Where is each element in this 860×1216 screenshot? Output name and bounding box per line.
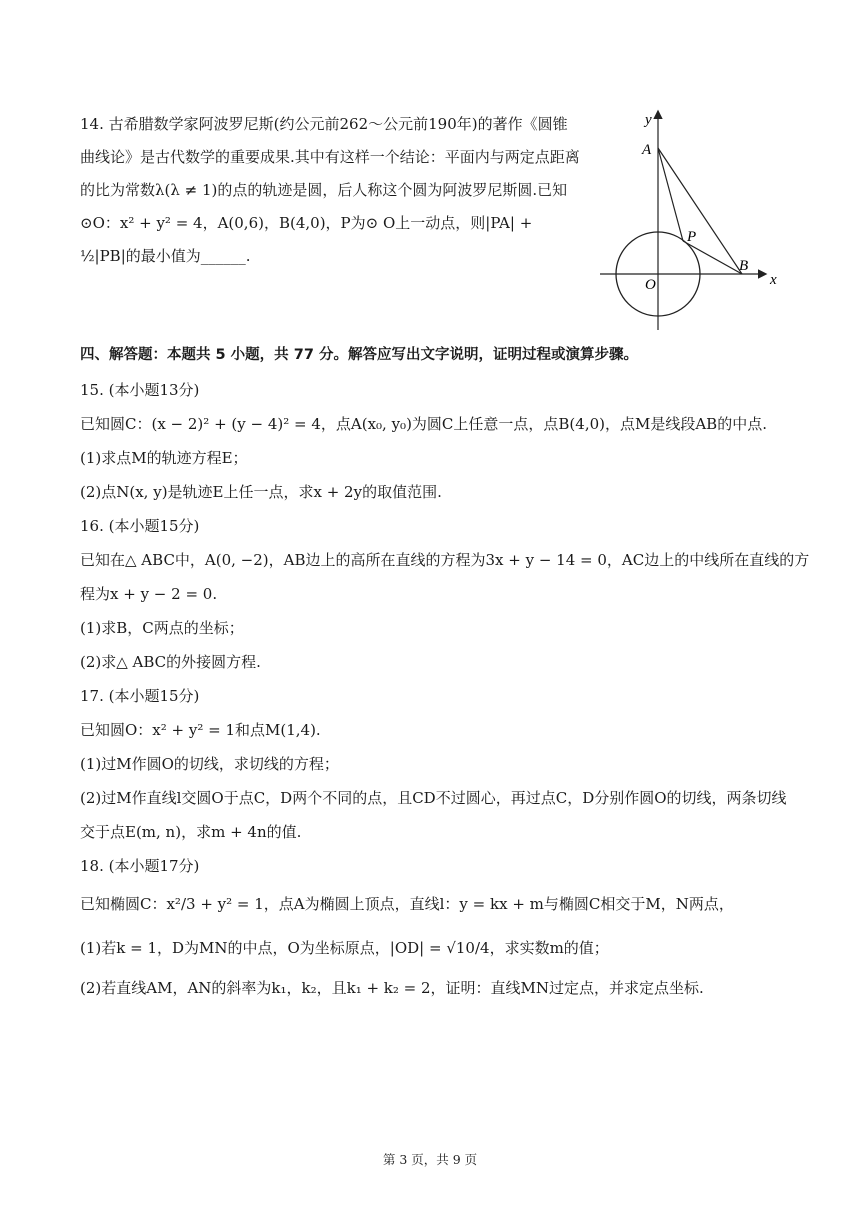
- q15-part2: (2)点N(x, y)是轨迹E上任一点，求x + 2y的取值范围.: [80, 483, 442, 501]
- point-a-label: A: [642, 142, 652, 158]
- point-b-label: B: [739, 258, 749, 274]
- x-axis-label: x: [770, 272, 777, 288]
- q17-title: 17. (本小题15分): [80, 687, 200, 705]
- q16-title: 16. (本小题15分): [80, 517, 200, 535]
- point-o-label: O: [645, 277, 656, 293]
- q16-part2: (2)求△ ABC的外接圆方程.: [80, 653, 261, 671]
- page-footer: 第 3 页，共 9 页: [382, 1152, 478, 1167]
- segment-pa: [658, 148, 683, 241]
- q17-part2-line1: (2)过M作直线l交圆O于点C，D两个不同的点，且CD不过圆心，再过点C，D分别作圆O的切线，两条切线: [80, 789, 787, 807]
- question-14: 14. 古希腊数学家阿波罗尼斯(约公元前262～公元前190年)的著作《圆锥曲线论》是古代数学的重要成果.其中有这样一个结论：平面内与两定点距离的比为常数λ(λ ≠ 1)的点的轨迹是圆，后人称这个圆为阿波罗尼斯圆.已知⊙O：x² + y² = 4，A(0,6)，B(4,0)，P为⊙ O上一动点，则|PA| + ½|PB|的最小值为______.: [80, 115, 580, 265]
- y-axis-label: y: [645, 112, 652, 128]
- q17-stem: 已知圆O：x² + y² = 1和点M(1,4).: [80, 721, 321, 739]
- q16-stem-line2: 程为x + y − 2 = 0.: [80, 585, 218, 603]
- q18-part1: (1)若k = 1，D为MN的中点，O为坐标原点，|OD| = √10/4，求实数m的值；: [80, 939, 609, 957]
- q18-title: 18. (本小题17分): [80, 857, 200, 875]
- q15-stem: 已知圆C：(x − 2)² + (y − 4)² = 4，点A(x₀, y₀)为圆C上任意一点，点B(4,0)，点M是线段AB的中点.: [80, 415, 767, 433]
- q18-stem: 已知椭圆C：x²/3 + y² = 1，点A为椭圆上顶点，直线l：y = kx + m与椭圆C相交于M，N两点，: [80, 895, 734, 913]
- q18-part2: (2)若直线AM，AN的斜率为k₁，k₂，且k₁ + k₂ = 2，证明：直线MN过定点，并求定点坐标.: [80, 979, 704, 997]
- segment-pb: [683, 241, 742, 274]
- section-4-heading: 四、解答题：本题共 5 小题，共 77 分。解答应写出文字说明，证明过程或演算步骤。: [80, 347, 638, 363]
- q15-title: 15. (本小题13分): [80, 381, 200, 399]
- point-p-label: P: [687, 229, 697, 245]
- q16-part1: (1)求B，C两点的坐标；: [80, 619, 244, 637]
- q15-part1: (1)求点M的轨迹方程E；: [80, 449, 248, 467]
- q16-stem-line1: 已知在△ ABC中，A(0, −2)，AB边上的高所在直线的方程为3x + y − 14 = 0，AC边上的中线所在直线的方: [80, 551, 810, 569]
- segment-ab: [658, 148, 742, 274]
- q17-part1: (1)过M作圆O的切线，求切线的方程；: [80, 755, 339, 773]
- q17-part2-line2: 交于点E(m, n)，求m + 4n的值.: [80, 823, 302, 841]
- apollonius-diagram: [595, 108, 790, 340]
